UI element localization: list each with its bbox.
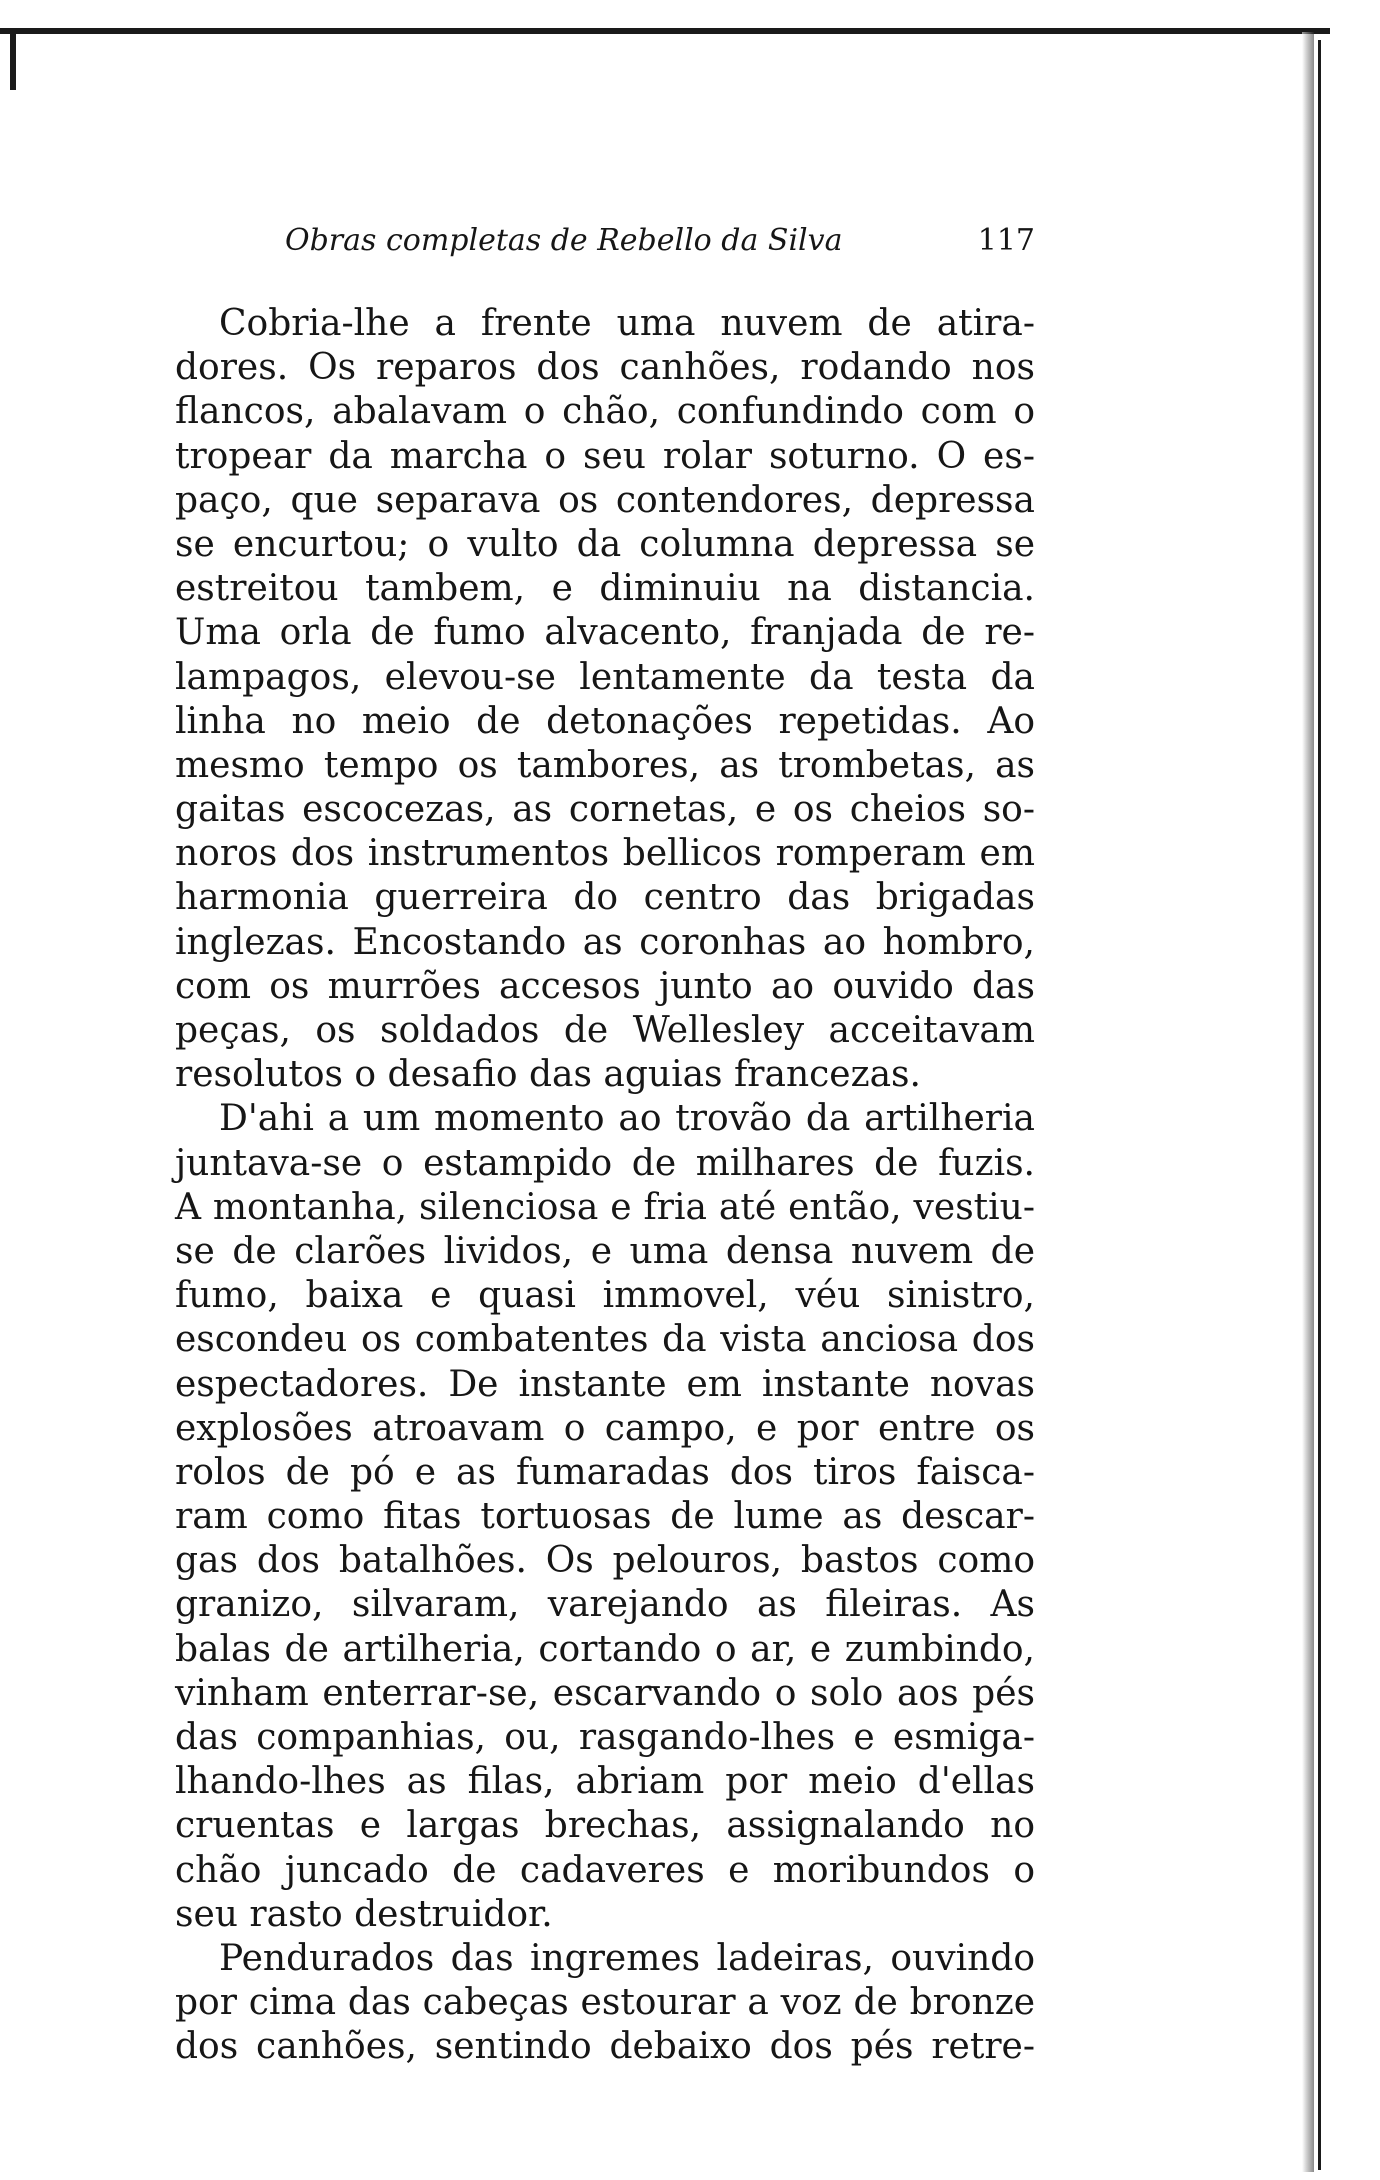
text-line: mesmo tempo os tambores, as trombetas, as [175,744,1035,786]
text-line: balas de artilheria, cortando o ar, e zumbindo, [175,1628,1035,1670]
text-line: gas dos batalhões. Os pelouros, bastos como [175,1540,1035,1582]
text-line: se encurtou; o vulto da columna depressa se [175,523,1035,565]
text-line: linha no meio de detonações repetidas. Ao [175,700,1035,742]
top-left-corner-mark [10,30,16,90]
text-line: granizo, silvaram, varejando as fileiras. As [175,1584,1035,1626]
book-page [175,220,1035,2070]
text-line: D'ahi a um momento ao trovão da artilheria [219,1098,1035,1140]
text-line: lampagos, elevou-se lentamente da testa da [175,656,1035,698]
text-line: escondeu os combatentes da vista anciosa dos [175,1319,1035,1361]
text-line: harmonia guerreira do centro das brigadas [175,877,1035,919]
running-title: Obras completas de Rebello da Silva [285,223,843,258]
text-line: dos canhões, sentindo debaixo dos pés retre- [175,2026,1035,2068]
paragraph-2 [175,1097,1035,1937]
text-line: seu rasto destruidor. [175,1893,553,1935]
text-line: estreitou tambem, e diminuiu na distancia. [175,568,1035,610]
text-line: explosões atroavam o campo, e por entre os [175,1407,1035,1449]
text-line: dores. Os reparos dos canhões, rodando nos [175,347,1035,389]
text-line: noros dos instrumentos bellicos romperam em [175,833,1035,875]
text-line: das companhias, ou, rasgando-lhes e esmiga- [175,1717,1035,1758]
text-line: fumo, baixa e quasi immovel, véu sinistro, [175,1275,1035,1317]
text-line: espectadores. De instante em instante novas [175,1363,1035,1405]
running-head [175,220,1035,262]
page-binding-shadow [1302,32,1314,2172]
text-line: por cima das cabeças estourar a voz de bronze [175,1982,1035,2024]
text-line: tropear da marcha o seu rolar soturno. O es- [175,435,1035,477]
text-line: peças, os soldados de Wellesley acceitavam [175,1010,1035,1051]
text-line: gaitas escocezas, as cornetas, e os cheios so- [175,789,1035,831]
text-line: chão juncado de cadaveres e moribundos o [175,1849,1035,1891]
text-line: Cobria-lhe a frente uma nuvem de atira- [219,303,1035,344]
text-line: juntava-se o estampido de milhares de fuzis. [175,1142,1035,1184]
top-edge-rule [0,28,1330,34]
page-binding-edge [1318,40,1321,2170]
text-line: rolos de pó e as fumaradas dos tiros faisca- [175,1451,1035,1493]
text-line: inglezas. Encostando as coronhas ao hombro, [175,921,1035,963]
paragraph-1 [175,302,1035,1097]
text-line: Pendurados das ingremes ladeiras, ouvindo [219,1937,1035,1979]
text-line: cruentas e largas brechas, assignalando no [175,1805,1035,1847]
text-line: ram como fitas tortuosas de lume as descar- [175,1496,1035,1538]
text-line: lhando-lhes as filas, abriam por meio d'ellas [175,1761,1035,1803]
text-line: paço, que separava os contendores, depressa [175,479,1035,521]
text-line: resolutos o desafio das aguias francezas. [175,1054,921,1096]
text-line: se de clarões lividos, e uma densa nuvem de [175,1230,1035,1272]
text-line: flancos, abalavam o chão, confundindo com o [175,391,1035,433]
text-line: vinham enterrar-se, escarvando o solo aos pés [175,1672,1035,1714]
text-line: A montanha, silenciosa e fria até então, vestiu- [175,1186,1035,1228]
text-line: com os murrões accesos junto ao ouvido das [175,965,1035,1007]
paragraph-3 [175,1937,1035,2070]
body-text [175,302,1035,2070]
page-number: 117 [977,223,1035,258]
text-line: Uma orla de fumo alvacento, franjada de re- [175,612,1035,654]
